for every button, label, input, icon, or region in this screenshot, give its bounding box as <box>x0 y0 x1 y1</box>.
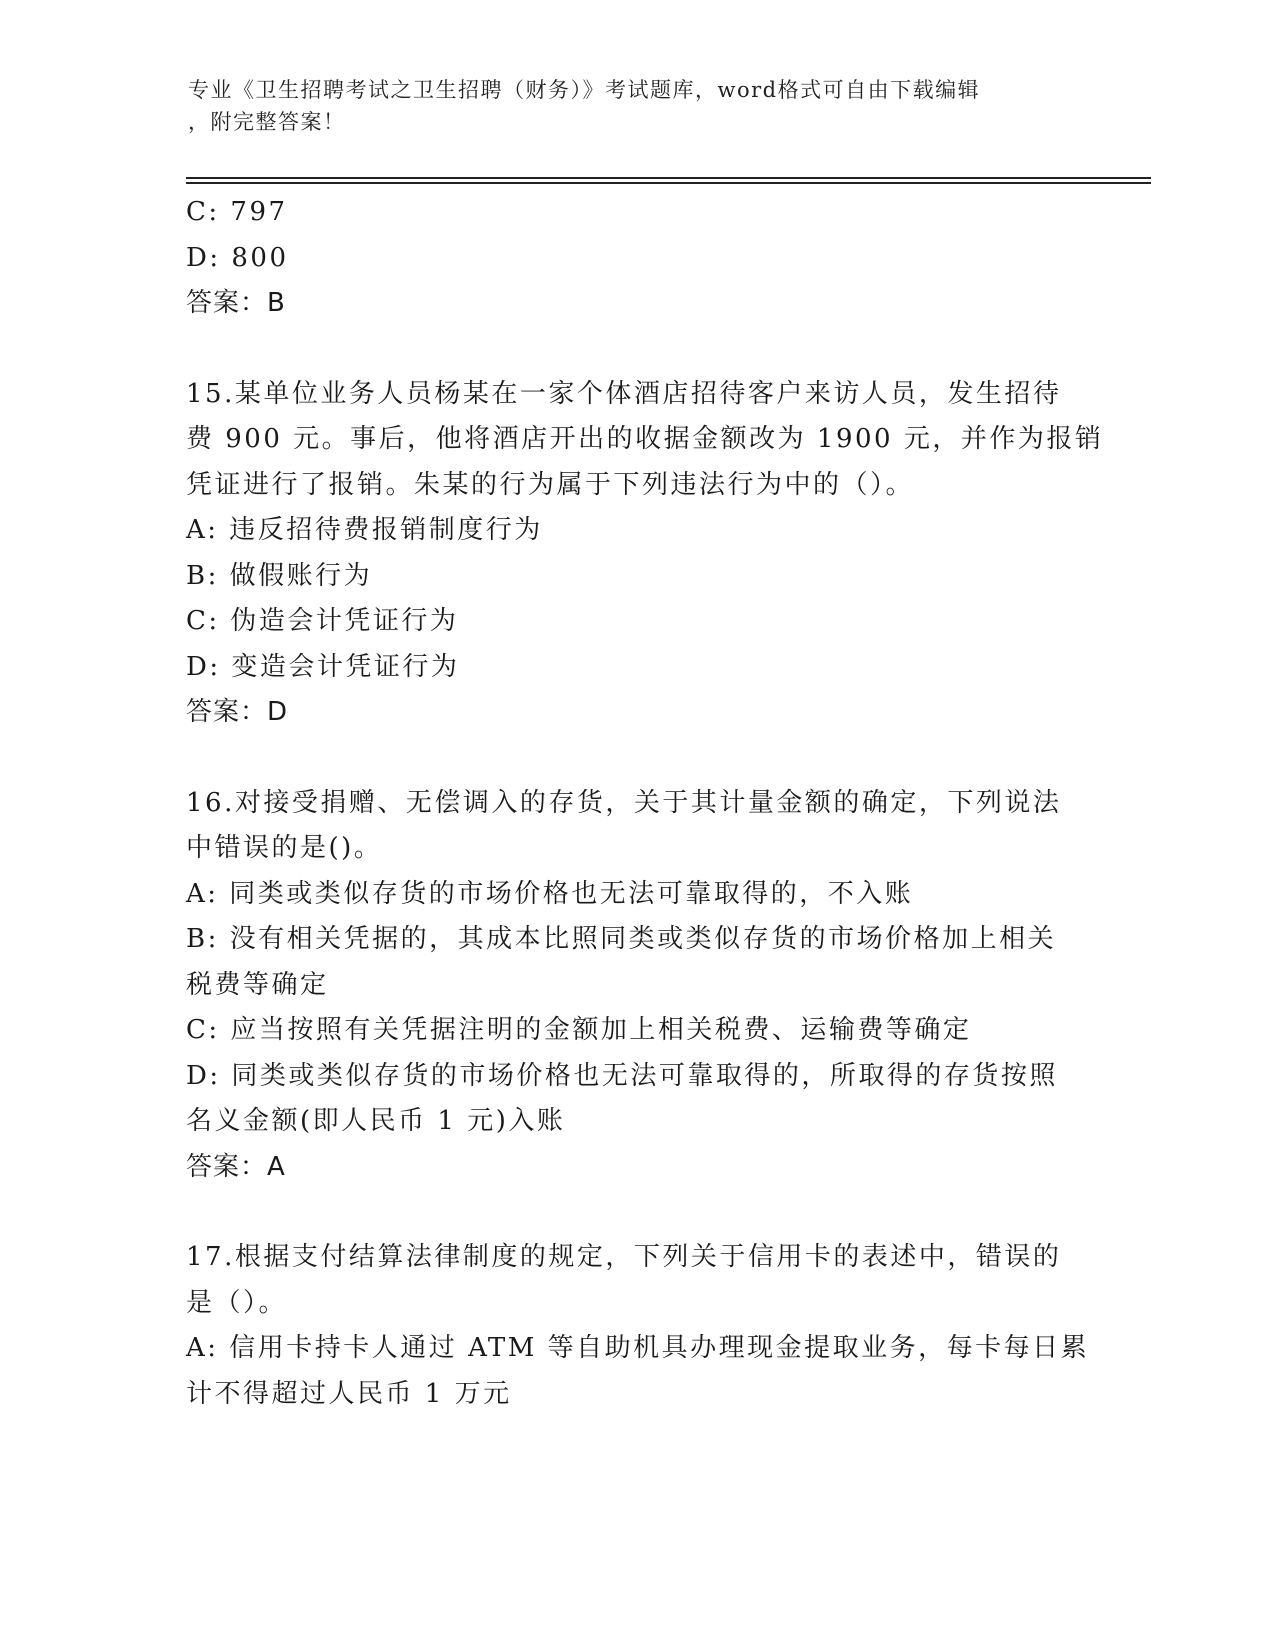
header-line-2: ，附完整答案！ <box>188 110 346 134</box>
q15-stem-line-1: 15.某单位业务人员杨某在一家个体酒店招待客户来访人员，发生招待 <box>186 378 1062 409</box>
q16-option-d-line-1: D: 同类或类似存货的市场价格也无法可靠取得的，所取得的存货按照 <box>186 1060 1058 1091</box>
q16-option-b-line-1: B: 没有相关凭据的，其成本比照同类或类似存货的市场价格加上相关 <box>186 924 1057 954</box>
spacer <box>186 327 1086 372</box>
document-header <box>188 74 1068 138</box>
q16-option-d-line-2: 名义金额(即人民币 1 元)入账 <box>186 1106 566 1136</box>
q16-option-a: A: 同类或类似存货的市场价格也无法可靠取得的，不入账 <box>186 878 914 909</box>
q17-stem-line-1: 17.根据支付结算法律制度的规定，下列关于信用卡的表述中，错误的 <box>186 1242 1062 1272</box>
q15-option-c: C: 伪造会计凭证行为 <box>186 606 459 636</box>
question-15 <box>186 372 1104 736</box>
q15-option-a: A: 违反招待费报销制度行为 <box>186 515 543 545</box>
q17-option-a-line-2: 计不得超过人民币 1 万元 <box>186 1378 512 1409</box>
q14-option-c: C: 797 <box>186 197 288 227</box>
q16-option-b-line-2: 税费等确定 <box>186 969 329 1000</box>
q16-option-c: C: 应当按照有关凭据注明的金额加上相关税费、运输费等确定 <box>186 1015 972 1045</box>
question-16 <box>186 781 1086 1191</box>
header-line-1: 专业《卫生招聘考试之卫生招聘（财务）》考试题库，word格式可自由下载编辑 <box>188 78 981 102</box>
header-rule-top <box>186 177 1151 179</box>
q15-stem-line-3: 凭证进行了报销。朱某的行为属于下列违法行为中的（）。 <box>186 469 915 500</box>
document-body <box>186 190 1104 1417</box>
question-14-tail <box>186 190 1086 327</box>
q16-answer: 答案：A <box>186 1151 286 1182</box>
q17-stem-line-2: 是（）。 <box>186 1287 288 1318</box>
q14-answer: 答案：B <box>186 288 286 318</box>
q15-option-b: B: 做假账行为 <box>186 560 373 591</box>
q15-stem-line-2: 费 900 元。事后，他将酒店开出的收据金额改为 1900 元，并作为报销 <box>186 424 1104 454</box>
spacer <box>186 736 1086 781</box>
header-rule-bottom <box>186 182 1151 184</box>
q15-option-d: D: 变造会计凭证行为 <box>186 651 460 682</box>
q14-option-d: D: 800 <box>186 242 289 273</box>
q16-stem-line-2: 中错误的是()。 <box>186 833 383 863</box>
q17-option-a-line-1: A: 信用卡持卡人通过 ATM 等自助机具办理现金提取业务，每卡每日累 <box>186 1333 1090 1363</box>
spacer <box>186 1190 1086 1235</box>
q15-answer: 答案：D <box>186 697 289 727</box>
q16-stem-line-1: 16.对接受捐赠、无偿调入的存货，关于其计量金额的确定，下列说法 <box>186 787 1062 818</box>
question-17 <box>186 1235 1090 1417</box>
